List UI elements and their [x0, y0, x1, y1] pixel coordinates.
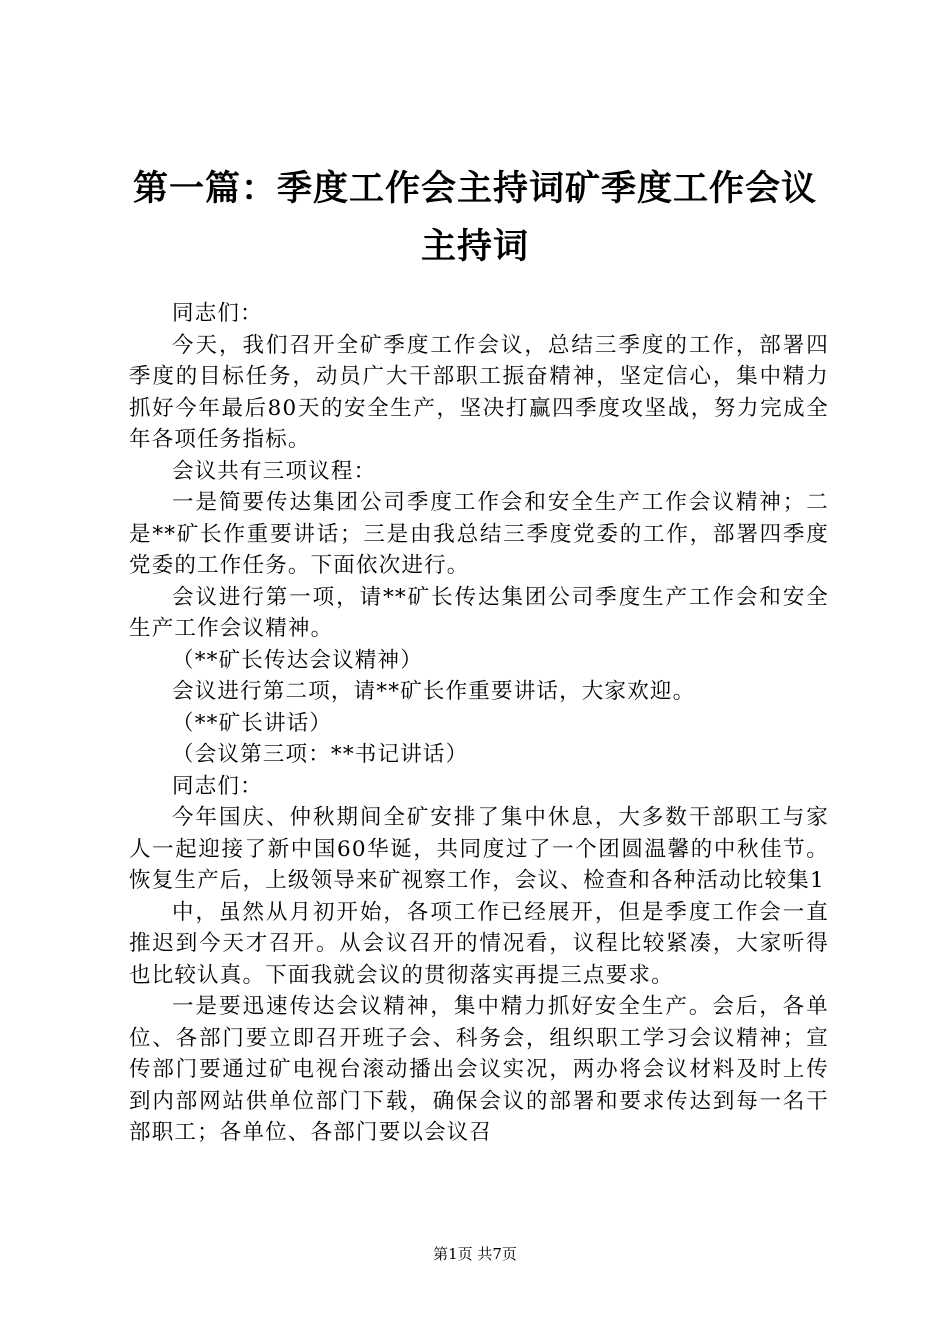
document-body	[129, 298, 829, 1149]
paragraph: 中，虽然从月初开始，各项工作已经展开，但是季度工作会一直推迟到今天才召开。从会议召开的情况看，议程比较紧凑，大家听得也比较认真。下面我就会议的贯彻落实再提三点要求。	[129, 899, 829, 988]
paragraph: （会议第三项：**书记讲话）	[172, 742, 469, 767]
paragraph: 今年国庆、仲秋期间全矿安排了集中休息，大多数干部职工与家人一起迎接了新中国60华诞，共同度过了一个团圆温馨的中秋佳节。恢复生产后，上级领导来矿视察工作，会议、检查和各种活动比较集1	[129, 805, 829, 893]
paragraph: 会议进行第一项，请**矿长传达集团公司季度生产工作会和安全生产工作会议精神。	[129, 584, 829, 641]
paragraph: 今天，我们召开全矿季度工作会议，总结三季度的工作，部署四季度的目标任务，动员广大干部职工振奋精神，坚定信心，集中精力抓好今年最后80天的安全生产，坚决打赢四季度攻坚战，努力完成全年各项任务指标。	[129, 332, 829, 452]
paragraph: 一是简要传达集团公司季度工作会和安全生产工作会议精神；二是**矿长作重要讲话；三是由我总结三季度党委的工作，部署四季度党委的工作任务。下面依次进行。	[129, 490, 829, 578]
document-title: 第一篇：季度工作会主持词矿季度工作会议主持词	[132, 168, 817, 267]
paragraph: （**矿长传达会议精神）	[172, 647, 423, 673]
paragraph: 会议进行第二项，请**矿长作重要讲话，大家欢迎。	[172, 679, 696, 704]
paragraph: 同志们：	[172, 301, 263, 326]
paragraph: 同志们：	[172, 773, 263, 799]
page-number-footer: 第1页 共7页	[433, 1245, 517, 1263]
paragraph: （**矿长讲话）	[172, 710, 333, 736]
paragraph: 会议共有三项议程：	[172, 458, 377, 484]
paragraph: 一是要迅速传达会议精神，集中精力抓好安全生产。会后，各单位、各部门要立即召开班子会、科务会，组织职工学习会议精神；宣传部门要通过矿电视台滚动播出会议实况，两办将会议材料及时上传到内部网站供单位部门下载，确保会议的部署和要求传达到每一名干部职工；各单位、各部门要以会议召	[129, 994, 829, 1145]
